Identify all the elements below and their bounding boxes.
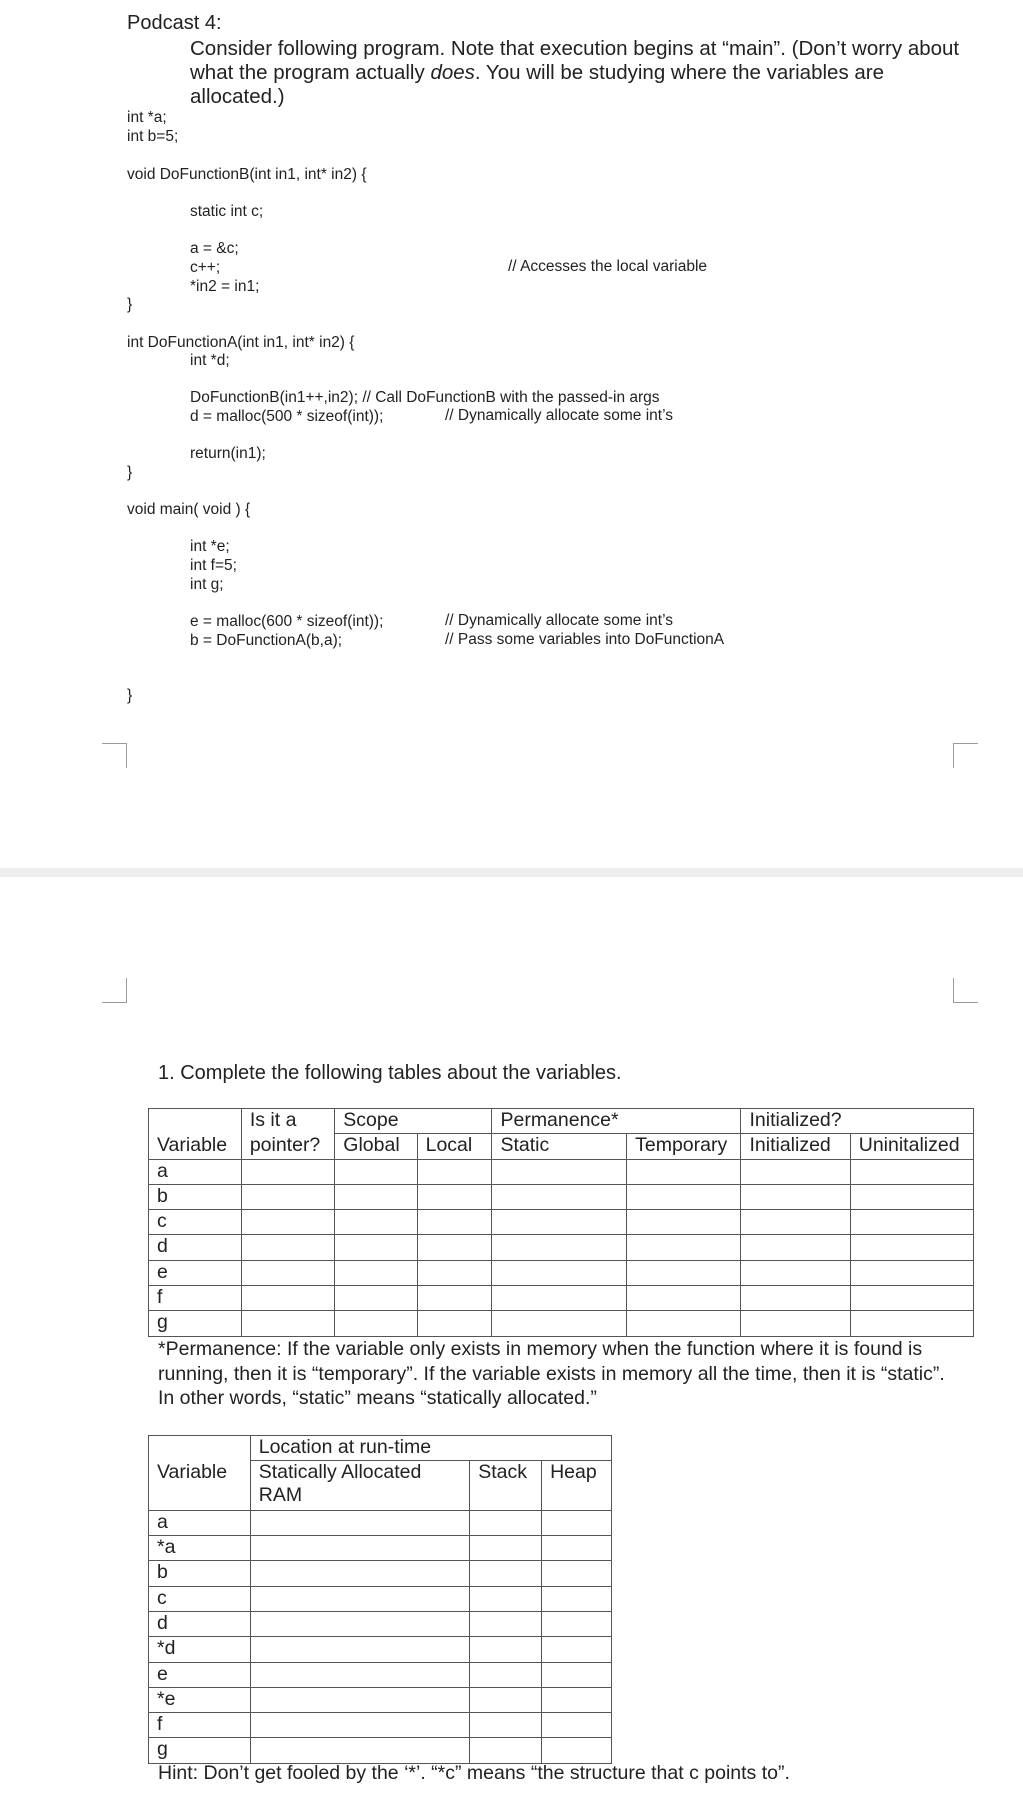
funcb-comment: // Accesses the local variable — [508, 258, 708, 275]
header-cell — [149, 1436, 251, 1461]
intro-text-1: Consider following program. Note that execution begins at “main”. (Don’t worry about what the program actually — [190, 37, 960, 84]
answer-cell[interactable] — [417, 1159, 492, 1184]
crop-mark — [102, 978, 127, 1003]
header-uninitialized: Uninitalized — [850, 1134, 973, 1159]
answer-cell[interactable] — [492, 1311, 627, 1336]
code-line: a = &c; — [190, 240, 239, 257]
row-variable: e — [149, 1662, 251, 1687]
answer-cell[interactable] — [417, 1260, 492, 1285]
answer-cell[interactable] — [542, 1662, 612, 1687]
table-row — [149, 1235, 974, 1260]
answer-cell[interactable] — [250, 1536, 469, 1561]
header-static: Static — [492, 1134, 627, 1159]
header-cell — [417, 1109, 492, 1134]
table-row — [149, 1536, 612, 1561]
answer-cell[interactable] — [417, 1311, 492, 1336]
answer-cell[interactable] — [250, 1687, 469, 1712]
table-row — [149, 1311, 974, 1336]
row-variable: a — [149, 1159, 242, 1184]
answer-cell[interactable] — [470, 1510, 542, 1535]
funcb-body — [190, 239, 259, 296]
answer-cell[interactable] — [417, 1286, 492, 1311]
code-line: int g; — [190, 576, 224, 593]
answer-cell[interactable] — [250, 1510, 469, 1535]
funca-malloc-comment: // Dynamically allocate some int’s — [445, 407, 673, 424]
row-variable: g — [149, 1311, 242, 1336]
intro-paragraph — [190, 37, 970, 109]
answer-cell[interactable] — [335, 1210, 417, 1235]
variables-table — [148, 1108, 974, 1337]
header-variable: Variable — [149, 1461, 251, 1511]
answer-cell[interactable] — [470, 1662, 542, 1687]
header-heap: Heap — [542, 1461, 612, 1511]
table-row — [149, 1662, 612, 1687]
answer-cell[interactable] — [250, 1561, 469, 1586]
table-header-row — [149, 1436, 612, 1461]
table-row — [149, 1687, 612, 1712]
answer-cell[interactable] — [492, 1286, 627, 1311]
answer-cell[interactable] — [241, 1184, 334, 1209]
answer-cell[interactable] — [250, 1662, 469, 1687]
code-line: *in2 = in1; — [190, 278, 260, 295]
row-variable: g — [149, 1738, 251, 1763]
header-location: Location at run-time — [250, 1436, 469, 1461]
question-heading: 1. Complete the following tables about the variables. — [158, 1062, 622, 1084]
answer-cell[interactable] — [335, 1235, 417, 1260]
row-variable: d — [149, 1235, 242, 1260]
main-decls — [190, 537, 237, 594]
funca-call: DoFunctionB(in1++,in2); // Call DoFunctionB with the passed-in args — [190, 389, 660, 406]
answer-cell[interactable] — [542, 1713, 612, 1738]
table-row — [149, 1561, 612, 1586]
header-initialized: Initialized — [741, 1134, 850, 1159]
intro-text-2: . You will be studying where the variables are allocated.) — [190, 61, 885, 108]
answer-cell[interactable] — [470, 1561, 542, 1586]
row-variable: d — [149, 1611, 251, 1636]
funca-close-brace: } — [127, 464, 133, 481]
answer-cell[interactable] — [850, 1184, 973, 1209]
answer-cell[interactable] — [492, 1210, 627, 1235]
funca-decl: int *d; — [190, 352, 230, 369]
table-row — [149, 1738, 612, 1763]
header-cell — [470, 1436, 542, 1461]
main-signature: void main( void ) { — [127, 501, 251, 518]
answer-cell[interactable] — [417, 1184, 492, 1209]
main-call: b = DoFunctionA(b,a); — [190, 632, 343, 649]
answer-cell[interactable] — [542, 1561, 612, 1586]
header-stack: Stack — [470, 1461, 542, 1511]
answer-cell[interactable] — [335, 1286, 417, 1311]
answer-cell[interactable] — [627, 1286, 741, 1311]
answer-cell[interactable] — [542, 1586, 612, 1611]
answer-cell[interactable] — [335, 1311, 417, 1336]
header-variable: Variable — [149, 1134, 242, 1159]
table-header-row — [149, 1109, 974, 1134]
answer-cell[interactable] — [741, 1311, 850, 1336]
main-call-comment: // Pass some variables into DoFunctionA — [445, 631, 725, 648]
answer-cell[interactable] — [850, 1235, 973, 1260]
answer-cell[interactable] — [470, 1687, 542, 1712]
funcb-static-decl: static int c; — [190, 203, 264, 220]
answer-cell[interactable] — [542, 1536, 612, 1561]
crop-mark — [953, 978, 978, 1003]
row-variable: e — [149, 1260, 242, 1285]
main-malloc: e = malloc(600 * sizeof(int)); — [190, 613, 384, 630]
table-row — [149, 1713, 612, 1738]
answer-cell[interactable] — [850, 1210, 973, 1235]
answer-cell[interactable] — [470, 1738, 542, 1763]
row-variable: c — [149, 1586, 251, 1611]
intro-emphasis: does — [430, 61, 475, 84]
answer-cell[interactable] — [250, 1586, 469, 1611]
answer-cell[interactable] — [241, 1159, 334, 1184]
code-line: c++; — [190, 259, 221, 276]
answer-cell[interactable] — [627, 1235, 741, 1260]
answer-cell[interactable] — [542, 1738, 612, 1763]
row-variable: f — [149, 1713, 251, 1738]
row-variable: c — [149, 1210, 242, 1235]
table-header-row — [149, 1461, 612, 1511]
header-pointer: pointer? — [241, 1134, 334, 1159]
answer-cell[interactable] — [741, 1286, 850, 1311]
code-line: int *e; — [190, 538, 230, 555]
header-static-ram: Statically Allocated RAM — [250, 1461, 469, 1511]
answer-cell[interactable] — [492, 1235, 627, 1260]
page-separator — [0, 868, 1023, 877]
row-variable: *e — [149, 1687, 251, 1712]
table-row — [149, 1184, 974, 1209]
funca-return: return(in1); — [190, 445, 266, 462]
answer-cell[interactable] — [250, 1713, 469, 1738]
page-1 — [0, 0, 1023, 868]
row-variable: b — [149, 1184, 242, 1209]
header-cell — [149, 1109, 242, 1134]
code-line: int *a; — [127, 109, 167, 126]
answer-cell[interactable] — [470, 1611, 542, 1636]
funca-signature: int DoFunctionA(int in1, int* in2) { — [127, 334, 355, 351]
header-cell — [542, 1436, 612, 1461]
answer-cell[interactable] — [470, 1536, 542, 1561]
crop-mark — [102, 743, 127, 768]
answer-cell[interactable] — [542, 1637, 612, 1662]
answer-cell[interactable] — [627, 1260, 741, 1285]
code-line: int b=5; — [127, 128, 179, 145]
answer-cell[interactable] — [250, 1738, 469, 1763]
answer-cell[interactable] — [241, 1210, 334, 1235]
crop-mark — [953, 743, 978, 768]
main-malloc-comment: // Dynamically allocate some int’s — [445, 612, 673, 629]
table-header-row — [149, 1134, 974, 1159]
answer-cell[interactable] — [627, 1311, 741, 1336]
header-global: Global — [335, 1134, 417, 1159]
table-row — [149, 1210, 974, 1235]
answer-cell[interactable] — [741, 1159, 850, 1184]
answer-cell[interactable] — [542, 1687, 612, 1712]
main-close-brace: } — [127, 687, 133, 704]
header-local: Local — [417, 1134, 492, 1159]
answer-cell[interactable] — [335, 1184, 417, 1209]
code-line: int f=5; — [190, 557, 237, 574]
answer-cell[interactable] — [335, 1159, 417, 1184]
answer-cell[interactable] — [850, 1159, 973, 1184]
answer-cell[interactable] — [470, 1713, 542, 1738]
answer-cell[interactable] — [627, 1159, 741, 1184]
answer-cell[interactable] — [417, 1210, 492, 1235]
header-scope: Scope — [335, 1109, 417, 1134]
funca-malloc: d = malloc(500 * sizeof(int)); — [190, 408, 384, 425]
answer-cell[interactable] — [335, 1260, 417, 1285]
answer-cell[interactable] — [741, 1235, 850, 1260]
answer-cell[interactable] — [250, 1611, 469, 1636]
table-row — [149, 1159, 974, 1184]
answer-cell[interactable] — [627, 1210, 741, 1235]
row-variable: *d — [149, 1637, 251, 1662]
table-row — [149, 1586, 612, 1611]
answer-cell[interactable] — [542, 1611, 612, 1636]
header-pointer-top: Is it a — [241, 1109, 334, 1134]
podcast-title: Podcast 4: — [127, 12, 222, 34]
header-cell — [850, 1109, 973, 1134]
answer-cell[interactable] — [241, 1311, 334, 1336]
funcb-close-brace: } — [127, 296, 133, 313]
table-row — [149, 1510, 612, 1535]
answer-cell[interactable] — [850, 1311, 973, 1336]
answer-cell[interactable] — [492, 1260, 627, 1285]
table-row — [149, 1637, 612, 1662]
answer-cell[interactable] — [417, 1235, 492, 1260]
location-table — [148, 1435, 612, 1764]
answer-cell[interactable] — [741, 1210, 850, 1235]
row-variable: a — [149, 1510, 251, 1535]
row-variable: f — [149, 1286, 242, 1311]
header-permanence: Permanence* — [492, 1109, 627, 1134]
hint-text: Hint: Don’t get fooled by the ‘*’. “*c” means “the structure that c points to”. — [158, 1762, 790, 1784]
row-variable: *a — [149, 1536, 251, 1561]
table-row — [149, 1611, 612, 1636]
answer-cell[interactable] — [627, 1184, 741, 1209]
answer-cell[interactable] — [850, 1286, 973, 1311]
answer-cell[interactable] — [492, 1159, 627, 1184]
row-variable: b — [149, 1561, 251, 1586]
header-cell — [627, 1109, 741, 1134]
answer-cell[interactable] — [241, 1260, 334, 1285]
answer-cell[interactable] — [470, 1637, 542, 1662]
table-row — [149, 1260, 974, 1285]
answer-cell[interactable] — [470, 1586, 542, 1611]
answer-cell[interactable] — [741, 1184, 850, 1209]
table-row — [149, 1286, 974, 1311]
answer-cell[interactable] — [741, 1260, 850, 1285]
permanence-note: *Permanence: If the variable only exists in memory when the function where it is found is running, then it is “temporary”. If the variable exists in memory all the time, then it is “static”. In other words, “static” means “statically allocated.” — [158, 1338, 945, 1409]
answer-cell[interactable] — [542, 1510, 612, 1535]
header-initialized-q: Initialized? — [741, 1109, 850, 1134]
answer-cell[interactable] — [241, 1286, 334, 1311]
header-temporary: Temporary — [627, 1134, 741, 1159]
funcb-signature: void DoFunctionB(int in1, int* in2) { — [127, 166, 367, 183]
code-globals — [127, 108, 178, 146]
answer-cell[interactable] — [241, 1235, 334, 1260]
answer-cell[interactable] — [850, 1260, 973, 1285]
answer-cell[interactable] — [250, 1637, 469, 1662]
answer-cell[interactable] — [492, 1184, 627, 1209]
